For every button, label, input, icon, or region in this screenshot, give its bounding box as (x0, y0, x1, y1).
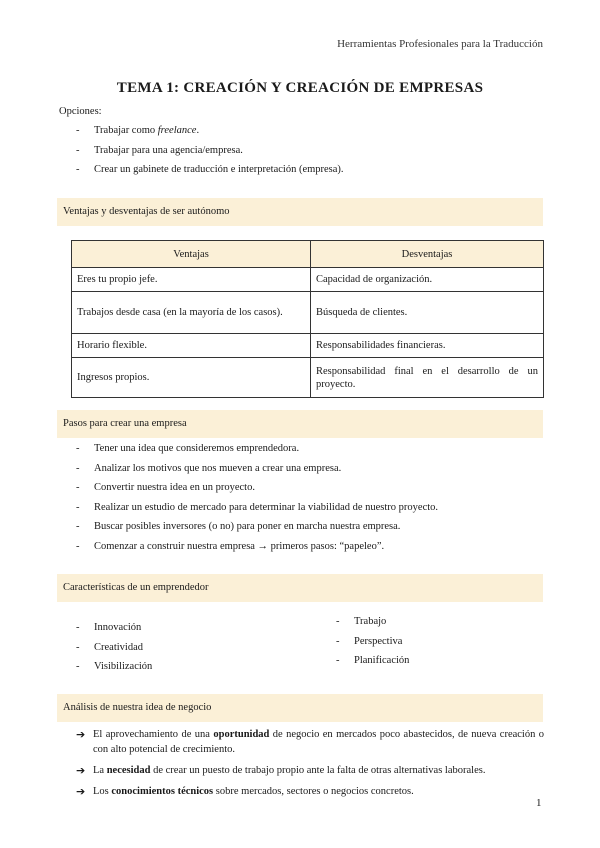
section-heading-ventajas: Ventajas y desventajas de ser autónomo (57, 198, 543, 226)
dash-bullet: - (336, 635, 340, 647)
list-item: - Trabajar para una agencia/empresa. (76, 141, 344, 161)
list-item: - Planificación (336, 651, 409, 671)
dash-bullet: - (76, 622, 80, 633)
table-cell: Capacidad de organización. (311, 268, 544, 292)
options-list (76, 121, 344, 180)
emphasis: freelance (157, 125, 197, 136)
list-item: - Realizar un estudio de mercado para determinar la viabilidad de nuestro proyecto. (76, 498, 438, 518)
list-item: ➔ La necesidad de crear un puesto de trabajo propio ante la falta de otras alternativas laborales. (76, 764, 486, 777)
list-item: - Analizar los motivos que nos mueven a crear una empresa. (76, 459, 438, 479)
list-item: - Comenzar a construir nuestra empresa → primeros pasos: “papeleo”. (76, 537, 438, 557)
dash-bullet: - (336, 616, 340, 627)
dash-bullet: - (76, 462, 80, 474)
section-heading-pasos: Pasos para crear una empresa (57, 410, 543, 438)
list-item: - Buscar posibles inversores (o no) para poner en marcha nuestra empresa. (76, 517, 438, 537)
running-header: Herramientas Profesionales para la Traducción (337, 38, 543, 50)
list-item: - Innovación (76, 618, 152, 638)
list-item: - Creatividad (76, 638, 152, 658)
page-number: 1 (536, 797, 542, 809)
table-row (72, 358, 544, 398)
bold-term: conocimientos técnicos (111, 786, 214, 797)
table-cell: Responsabilidad final en el desarrollo de un proyecto. (311, 358, 544, 398)
steps-list (76, 439, 438, 556)
table-cell: Trabajos desde casa (en la mayoría de los casos). (72, 292, 311, 334)
arrow-icon: ➔ (76, 764, 86, 777)
column-header: Ventajas (72, 241, 311, 268)
analysis-list (76, 727, 544, 805)
bold-term: oportunidad (213, 729, 270, 740)
pros-cons-table (71, 240, 544, 398)
table-cell: Responsabilidades financieras. (311, 334, 544, 358)
dash-bullet: - (76, 661, 80, 672)
dash-bullet: - (76, 540, 80, 552)
dash-bullet: - (336, 655, 340, 666)
dash-bullet: - (76, 164, 80, 175)
dash-bullet: - (76, 641, 80, 653)
table-cell: Búsqueda de clientes. (311, 292, 544, 334)
list-item: - Crear un gabinete de traducción e interpretación (empresa). (76, 160, 344, 180)
dash-bullet: - (76, 482, 80, 493)
section-heading-analisis: Análisis de nuestra idea de negocio (57, 694, 543, 722)
dash-bullet: - (76, 521, 80, 532)
dash-bullet: - (76, 501, 80, 513)
dash-bullet: - (76, 443, 80, 454)
list-item: - Tener una idea que consideremos emprendedora. (76, 439, 438, 459)
table-row (72, 334, 544, 358)
dash-bullet: - (76, 125, 80, 136)
table-row (72, 268, 544, 292)
page-title: TEMA 1: CREACIÓN Y CREACIÓN DE EMPRESAS (116, 80, 484, 96)
arrow-icon: ➔ (76, 785, 86, 798)
table-cell: Ingresos propios. (72, 358, 311, 398)
traits-list-left (76, 618, 152, 677)
table-cell: Horario flexible. (72, 334, 311, 358)
arrow-icon: ➔ (76, 728, 86, 741)
list-item: - Trabajar como freelance. (76, 121, 344, 141)
list-item: - Convertir nuestra idea en un proyecto. (76, 478, 438, 498)
list-item: - Trabajo (336, 612, 409, 632)
list-item: ➔ El aprovechamiento de una oportunidad de negocio en mercados poco abastecidos, de nueva creación o con alto potencial de crecimiento. (76, 728, 545, 755)
options-label: Opciones: (59, 106, 102, 117)
table-row (72, 292, 544, 334)
dash-bullet: - (76, 144, 80, 156)
list-item: - Perspectiva (336, 632, 409, 652)
list-item: ➔ Los conocimientos técnicos sobre mercados, sectores o negocios concretos. (76, 785, 414, 798)
column-header: Desventajas (311, 241, 544, 268)
table-cell: Eres tu propio jefe. (72, 268, 311, 292)
bold-term: necesidad (106, 765, 151, 776)
list-item: - Visibilización (76, 657, 152, 677)
traits-list-right (336, 612, 409, 671)
table-header-row (72, 241, 544, 268)
section-heading-caracteristicas: Características de un emprendedor (57, 574, 543, 602)
